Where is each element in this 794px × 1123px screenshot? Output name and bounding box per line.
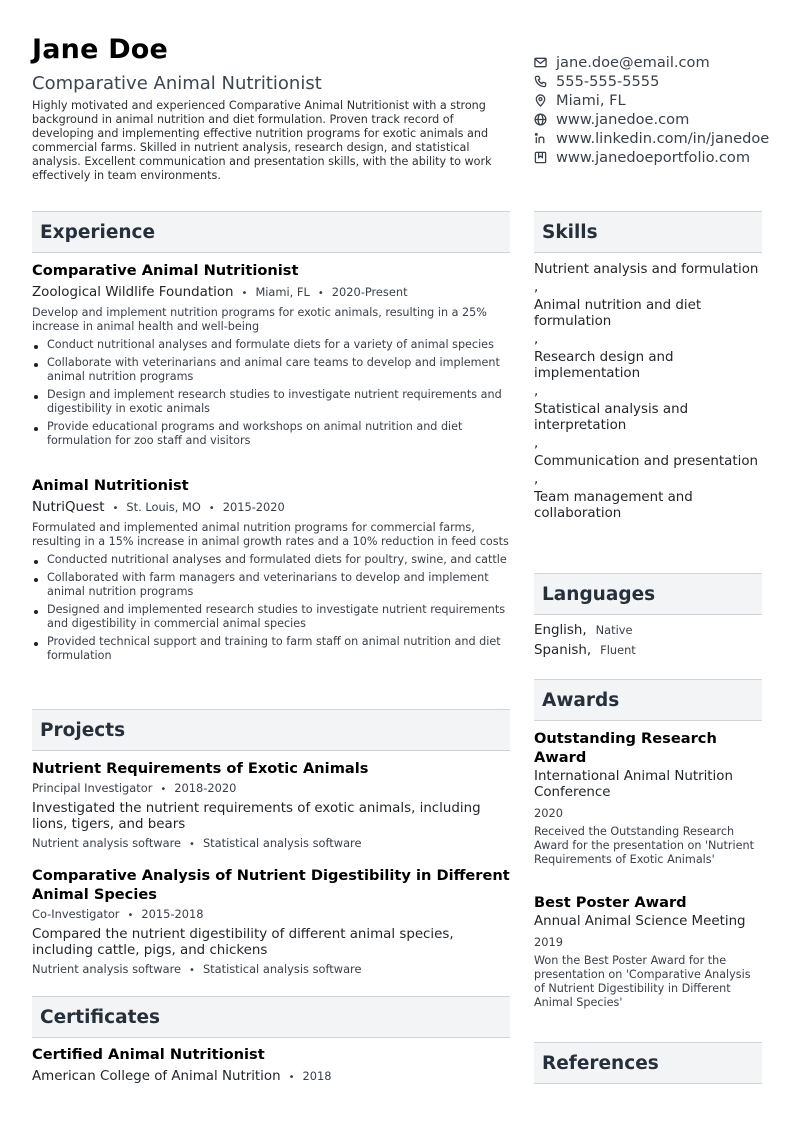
meta-separator: • [288,1072,295,1083]
project-tool: Statistical analysis software [202,836,362,850]
project-tool: Nutrient analysis software [32,962,182,976]
experience-title: Comparative Animal Nutritionist [32,262,299,279]
meta-separator: • [112,503,119,514]
project-description: Compared the nutrient digestibility of different animal species, including cattle, pigs, and chickens [32,927,454,958]
contact-location [534,91,792,110]
meta-separator: • [189,839,195,850]
section-header-awards: Awards [534,679,762,721]
certificate-title: Certified Animal Nutritionist [32,1046,265,1063]
meta-separator: • [241,288,248,299]
phone-icon [534,75,556,88]
bullet-item: Designed and implemented research studies to investigate nutrient requirements and digestibility in commercial animal species [32,603,510,631]
contact-portfolio[interactable] [534,148,792,167]
certificate-issuer: American College of Animal Nutrition [32,1069,281,1084]
section-header-certificates: Certificates [32,996,510,1038]
award-year: 2020 [534,806,563,820]
experience-item [32,477,510,667]
bullet-item: Conduct nutritional analyses and formulate diets for a variety of animal species [32,338,510,352]
contact-phone[interactable] [534,72,792,91]
project-title: Nutrient Requirements of Exotic Animals [32,760,369,777]
award-year: 2019 [534,935,563,949]
experience-meta [32,498,510,518]
globe-icon [534,113,556,126]
meta-separator: • [160,784,167,795]
award-organization: Annual Animal Science Meeting [534,914,746,929]
contact-linkedin[interactable] [534,129,792,148]
skill-separator: , [534,436,539,451]
experience-dates: 2020-Present [331,285,408,299]
portfolio-link[interactable]: www.janedoeportfolio.com [556,149,751,166]
experience-location: St. Louis, MO [126,500,201,514]
experience-location: Miami, FL [255,285,310,299]
award-organization: International Animal Nutrition Conference [534,769,733,800]
language-level: Fluent [600,643,636,657]
project-description: Investigated the nutrient requirements of exotic animals, including lions, tigers, and bears [32,801,481,832]
job-title-heading: Comparative Animal Nutritionist [32,73,322,94]
project-title: Comparative Analysis of Nutrient Digestibility in Different Animal Species [32,867,510,903]
email-text[interactable]: jane.doe@email.com [556,54,710,71]
skill-item: Research design and implementation [534,350,674,381]
experience-item [32,262,510,452]
bullet-item: Design and implement research studies to investigate nutrient requirements and digestibility in exotic animals [32,388,510,416]
location-pin-icon [534,94,556,107]
contact-block [534,53,792,167]
skill-separator: , [534,472,539,487]
experience-company: Zoological Wildlife Foundation [32,285,234,300]
skill-separator: , [534,280,539,295]
project-role: Co-Investigator [32,907,120,921]
candidate-name: Jane Doe [32,34,169,65]
project-item [32,759,510,853]
project-item [32,866,510,979]
linkedin-link[interactable]: www.linkedin.com/in/janedoe [556,130,770,147]
section-header-projects: Projects [32,709,510,751]
experience-meta [32,283,510,303]
experience-company: NutriQuest [32,500,105,515]
award-description: Received the Outstanding Research Award for the presentation on 'Nutrient Requirements of Exotic Animals' [534,825,754,866]
location-text: Miami, FL [556,92,626,109]
experience-bullets [32,338,510,448]
experience-dates: 2015-2020 [222,500,285,514]
award-item [534,729,762,867]
contact-email[interactable] [534,53,792,72]
bullet-item: Collaborated with farm managers and veterinarians to develop and implement animal nutrition programs [32,571,510,599]
experience-summary: Develop and implement nutrition programs for exotic animals, resulting in a 25% increase in animal health and well-being [32,306,487,333]
section-header-references: References [534,1042,762,1084]
bullet-item: Provide educational programs and workshops on animal nutrition and diet formulation for zoo staff and visitors [32,420,510,448]
project-role: Principal Investigator [32,781,153,795]
experience-title: Animal Nutritionist [32,477,189,494]
certificate-meta [32,1067,510,1087]
bookmark-icon [534,151,556,164]
award-title: Best Poster Award [534,894,687,911]
bullet-item: Collaborate with veterinarians and animal care teams to develop and implement animal nutrition programs [32,356,510,384]
certificate-year: 2018 [302,1069,332,1083]
language-name: Spanish, [534,643,592,658]
meta-separator: • [127,910,134,921]
language-item [534,643,760,658]
project-dates: 2015-2018 [141,907,204,921]
project-tool: Statistical analysis software [202,962,362,976]
skill-item: Communication and presentation [534,454,759,469]
phone-text[interactable]: 555-555-5555 [556,73,660,90]
skills-list [534,262,760,522]
award-description: Won the Best Poster Award for the presentation on 'Comparative Analysis of Nutrient Digestibility in Different Animal Species' [534,954,751,1009]
project-tools [32,835,510,853]
experience-summary: Formulated and implemented animal nutrition programs for commercial farms, resulting in a 15% increase in animal growth rates and a 10% reduction in feed costs [32,521,509,548]
award-title: Outstanding Research Award [534,730,717,766]
skill-separator: , [534,332,539,347]
skill-item: Nutrient analysis and formulation [534,262,759,277]
meta-separator: • [189,965,195,976]
certificate-item [32,1046,510,1087]
professional-summary: Highly motivated and experienced Comparative Animal Nutritionist with a strong background in animal nutrition and diet formulation. Proven track record of developing and implementing effective nutrition programs for exotic animals and commercial farms. Skilled in nutrient analysis, research design, and statistical analysis. Excellent communication and presentation skills, with the ability to work effectively in team environments. [32,99,492,182]
bullet-item: Provided technical support and training to farm staff on animal nutrition and diet formulation [32,635,510,663]
language-name: English, [534,623,587,638]
section-header-skills: Skills [534,211,762,253]
skill-item: Statistical analysis and interpretation [534,402,689,433]
meta-separator: • [317,288,324,299]
experience-bullets [32,553,510,663]
project-tools [32,961,510,979]
project-dates: 2018-2020 [174,781,237,795]
skill-item: Team management and collaboration [534,490,693,521]
mail-icon [534,56,556,69]
section-header-experience: Experience [32,211,510,253]
meta-separator: • [208,503,215,514]
language-level: Native [595,623,633,637]
section-header-languages: Languages [534,573,762,615]
contact-website[interactable] [534,110,792,129]
skill-separator: , [534,384,539,399]
linkedin-icon [534,132,556,145]
project-tool: Nutrient analysis software [32,836,182,850]
bullet-item: Conducted nutritional analyses and formulated diets for poultry, swine, and cattle [32,553,510,567]
skill-item: Animal nutrition and diet formulation [534,298,702,329]
language-item [534,623,760,638]
website-link[interactable]: www.janedoe.com [556,111,690,128]
award-item [534,893,762,1010]
project-meta [32,906,510,924]
project-meta [32,780,510,798]
